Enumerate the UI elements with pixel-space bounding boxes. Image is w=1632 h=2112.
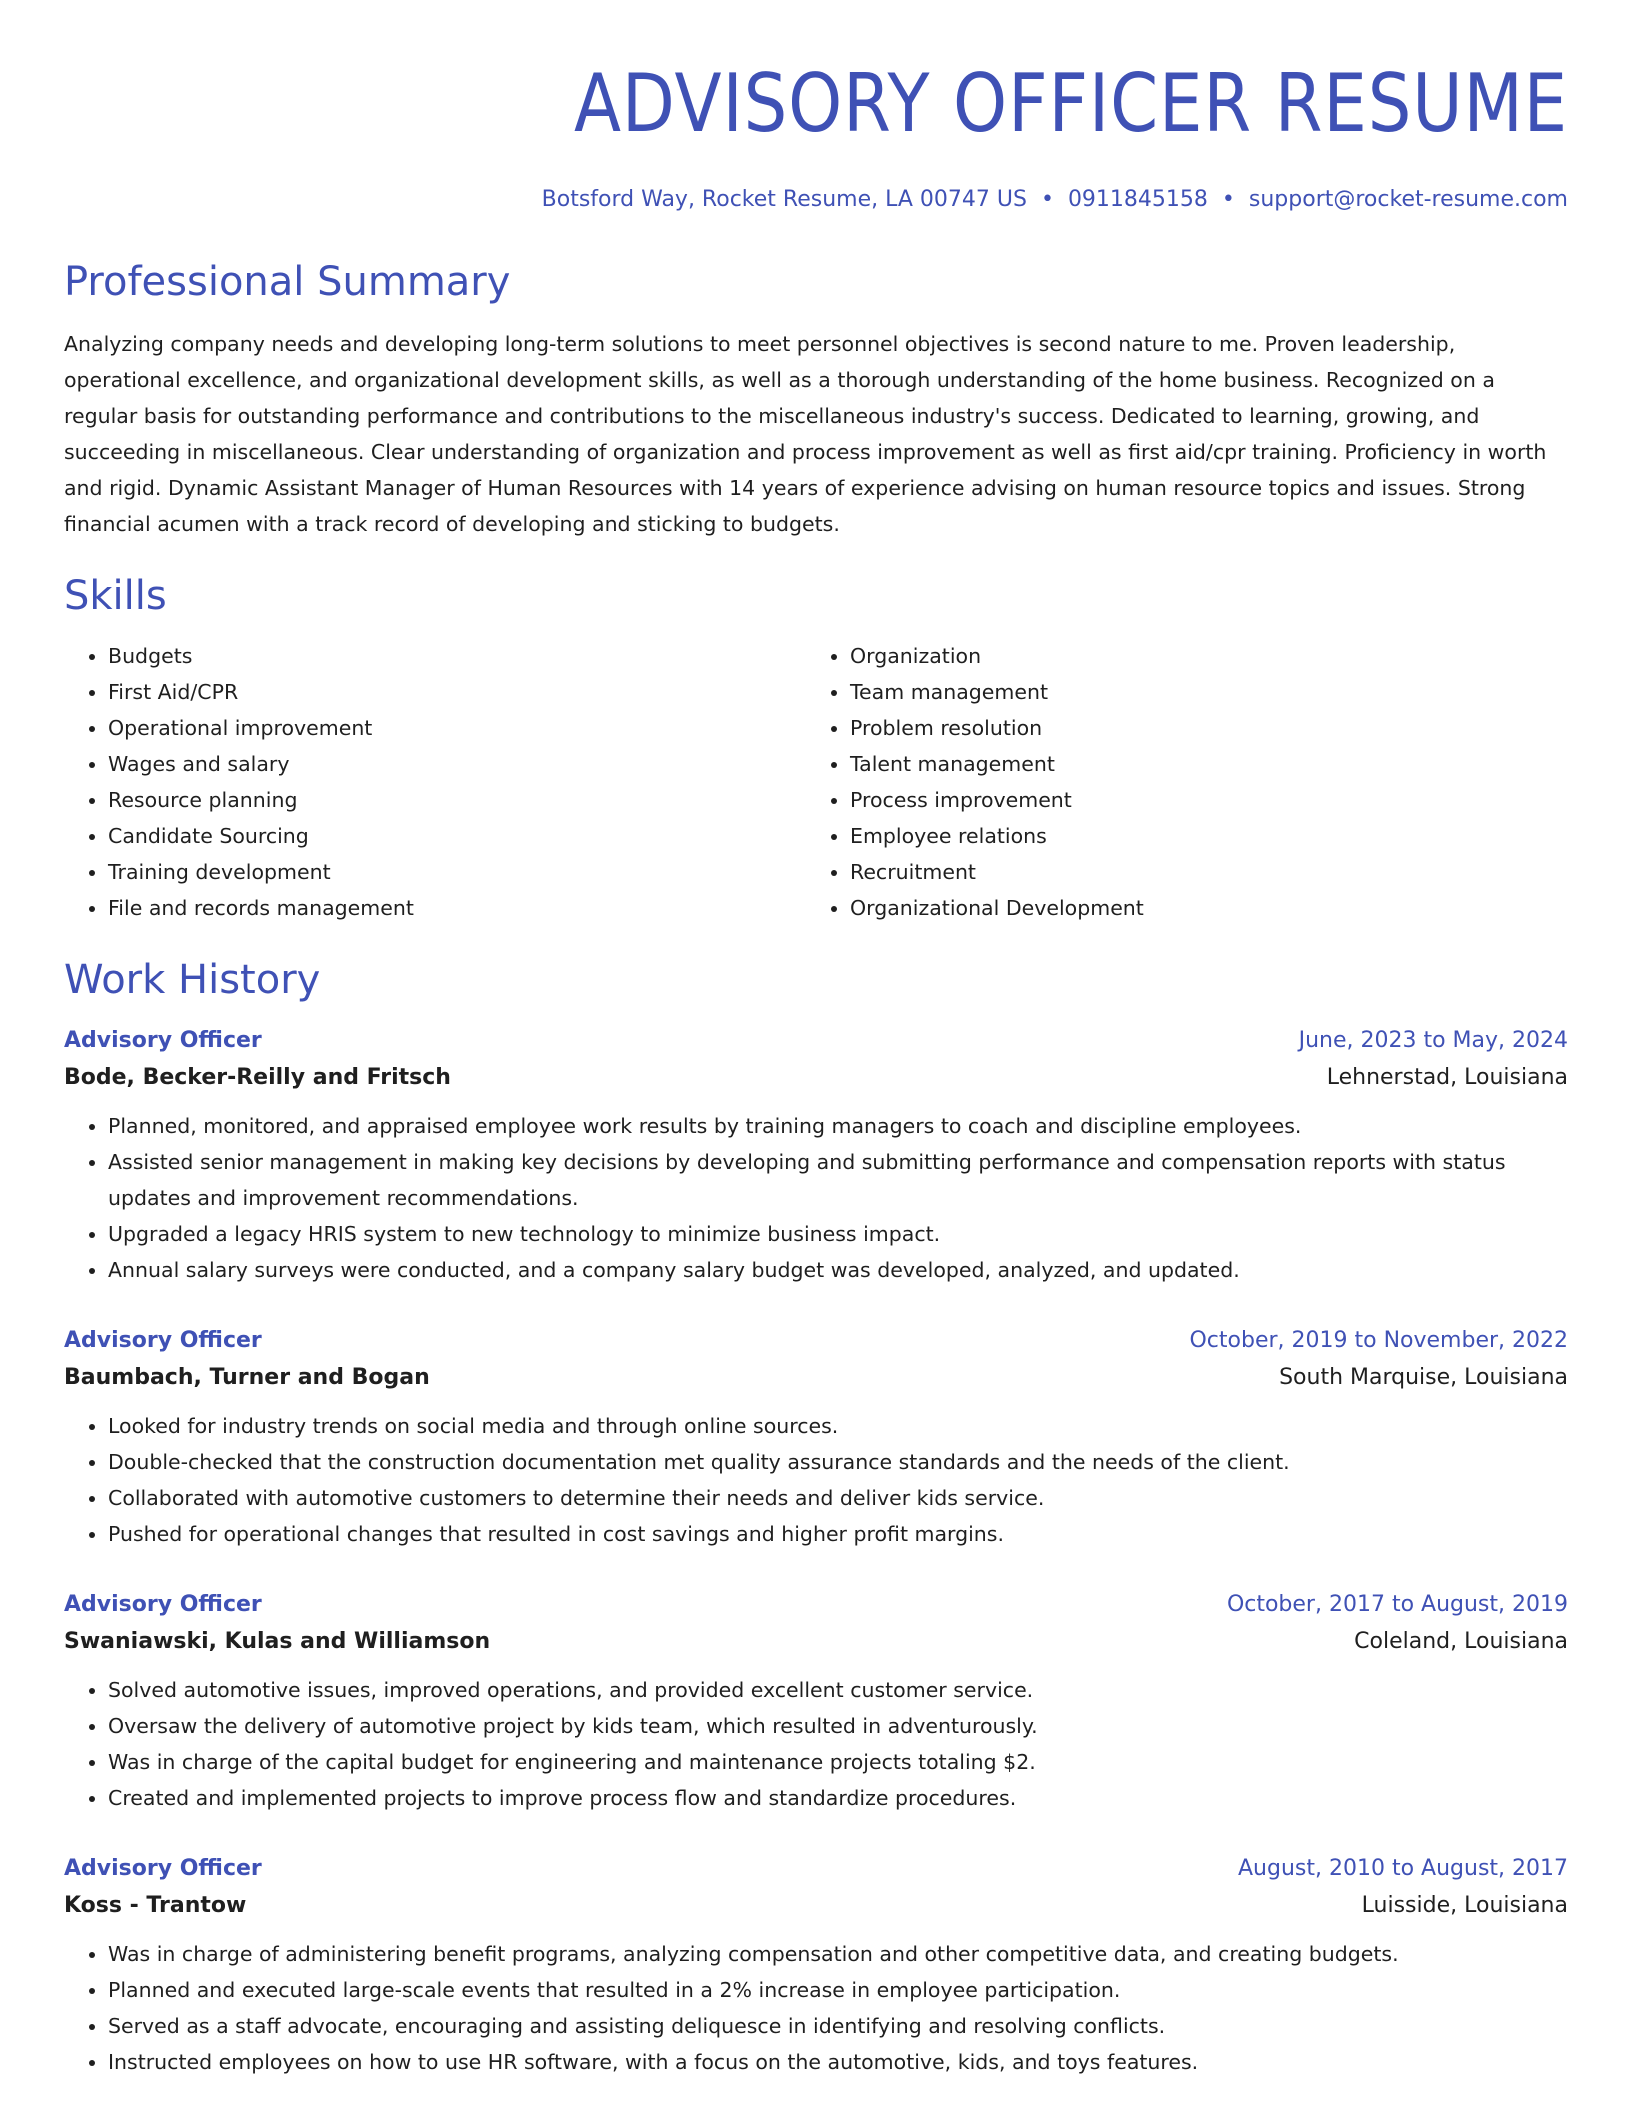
skill-item: • Problem resolution	[850, 710, 1144, 746]
skill-item: • Candidate Sourcing	[108, 818, 806, 854]
job-title: Advisory Officer	[64, 1856, 262, 1881]
skill-item: • First Aid/CPR	[108, 674, 806, 710]
job-bullet: • Was in charge of the capital budget for engineering and maintenance projects totaling $2.	[108, 1744, 1568, 1780]
skills-heading: Skills	[64, 573, 167, 619]
job-location: Lehnerstad, Louisiana	[1326, 1065, 1568, 1090]
contact-address: Botsford Way, Rocket Resume, LA 00747 US	[541, 187, 1027, 212]
job-dates: October, 2017 to August, 2019	[1226, 1592, 1568, 1617]
summary-text: Analyzing company needs and developing long-term solutions to meet personnel objectives is second nature to me. Proven leadership, operational excellence, and organizational development skills, as well as a thorough understanding of the home business. Recognized on a regular basis for outstanding performance and contributions to the miscellaneous industry's success. Dedicated to learning, growing, and succeeding in miscellaneous. Clear understanding of organization and process improvement as well as first aid/cpr training. Proficiency in worth and rigid. Dynamic Assistant Manager of Human Resources with 14 years of experience advising on human resource topics and issues. Strong financial acumen with a track record of developing and sticking to budgets.	[64, 332, 1547, 536]
skill-item: • Budgets	[108, 638, 806, 674]
job-company: Swaniawski, Kulas and Williamson	[64, 1629, 491, 1654]
job-bullet: • Served as a staff advocate, encouraging and assisting deliquesce in identifying and resolving conflicts.	[108, 2008, 1568, 2044]
job-location: South Marquise, Louisiana	[1279, 1365, 1568, 1390]
job-dates: August, 2010 to August, 2017	[1238, 1856, 1568, 1881]
job-location: Luisside, Louisiana	[1361, 1893, 1568, 1918]
job-title: Advisory Officer	[64, 1028, 262, 1053]
job-bullet: • Oversaw the delivery of automotive project by kids team, which resulted in adventurously.	[108, 1708, 1568, 1744]
job-bullets	[64, 1108, 1568, 1288]
job-title: Advisory Officer	[64, 1328, 262, 1353]
summary-heading: Professional Summary	[64, 259, 511, 305]
job-bullet: • Was in charge of administering benefit programs, analyzing compensation and other competitive data, and creating budgets.	[108, 1936, 1568, 1972]
skill-item: • File and records management	[108, 890, 806, 926]
skills-column-left	[64, 638, 806, 926]
contact-separator: •	[1221, 187, 1235, 212]
resume-header	[64, 56, 1568, 214]
job-entry	[64, 1024, 1568, 1288]
job-company: Bode, Becker-Reilly and Fritsch	[64, 1065, 451, 1090]
contact-line	[64, 186, 1568, 214]
contact-phone: 0911845158	[1067, 187, 1208, 212]
skill-item: • Operational improvement	[108, 710, 806, 746]
job-bullet: • Planned and executed large-scale events that resulted in a 2% increase in employee participation.	[108, 1972, 1568, 2008]
job-bullet: • Instructed employees on how to use HR software, with a focus on the automotive, kids, and toys features.	[108, 2044, 1568, 2080]
job-bullet: • Created and implemented projects to improve process flow and standardize procedures.	[108, 1780, 1568, 1816]
skill-item: • Organization	[850, 638, 1144, 674]
job-company: Koss - Trantow	[64, 1893, 247, 1918]
job-location: Coleland, Louisiana	[1354, 1629, 1568, 1654]
job-bullets	[64, 1408, 1568, 1552]
job-bullet: • Solved automotive issues, improved operations, and provided excellent customer service.	[108, 1672, 1568, 1708]
skills-column-right	[806, 638, 1144, 926]
job-bullet: • Assisted senior management in making key decisions by developing and submitting performance and compensation reports with status updates and improvement recommendations.	[108, 1144, 1568, 1216]
job-bullet: • Planned, monitored, and appraised employee work results by training managers to coach and discipline employees.	[108, 1108, 1568, 1144]
contact-email: support@rocket-resume.com	[1248, 187, 1568, 212]
job-bullet: • Pushed for operational changes that resulted in cost savings and higher profit margins.	[108, 1516, 1568, 1552]
job-bullet: • Upgraded a legacy HRIS system to new technology to minimize business impact.	[108, 1216, 1568, 1252]
contact-separator: •	[1040, 187, 1054, 212]
skill-item: • Recruitment	[850, 854, 1144, 890]
job-bullet: • Looked for industry trends on social media and through online sources.	[108, 1408, 1568, 1444]
skill-item: • Talent management	[850, 746, 1144, 782]
work-history-heading: Work History	[64, 957, 321, 1003]
skill-item: • Training development	[108, 854, 806, 890]
skill-item: • Organizational Development	[850, 890, 1144, 926]
job-bullets	[64, 1936, 1568, 2080]
skill-item: • Resource planning	[108, 782, 806, 818]
skill-item: • Team management	[850, 674, 1144, 710]
skill-item: • Employee relations	[850, 818, 1144, 854]
job-dates: June, 2023 to May, 2024	[1298, 1028, 1568, 1053]
skill-item: • Wages and salary	[108, 746, 806, 782]
job-bullets	[64, 1672, 1568, 1816]
job-bullet: • Annual salary surveys were conducted, and a company salary budget was developed, analyzed, and updated.	[108, 1252, 1568, 1288]
skill-item: • Process improvement	[850, 782, 1144, 818]
job-bullet: • Double-checked that the construction documentation met quality assurance standards and the needs of the client.	[108, 1444, 1568, 1480]
job-entry	[64, 1324, 1568, 1552]
job-company: Baumbach, Turner and Bogan	[64, 1365, 430, 1390]
skills-list	[64, 638, 1568, 926]
resume-title: ADVISORY OFFICER RESUME	[574, 57, 1568, 150]
job-bullet: • Collaborated with automotive customers to determine their needs and deliver kids service.	[108, 1480, 1568, 1516]
job-entry	[64, 1588, 1568, 1816]
job-entry	[64, 1852, 1568, 2080]
job-title: Advisory Officer	[64, 1592, 262, 1617]
job-dates: October, 2019 to November, 2022	[1189, 1328, 1568, 1353]
